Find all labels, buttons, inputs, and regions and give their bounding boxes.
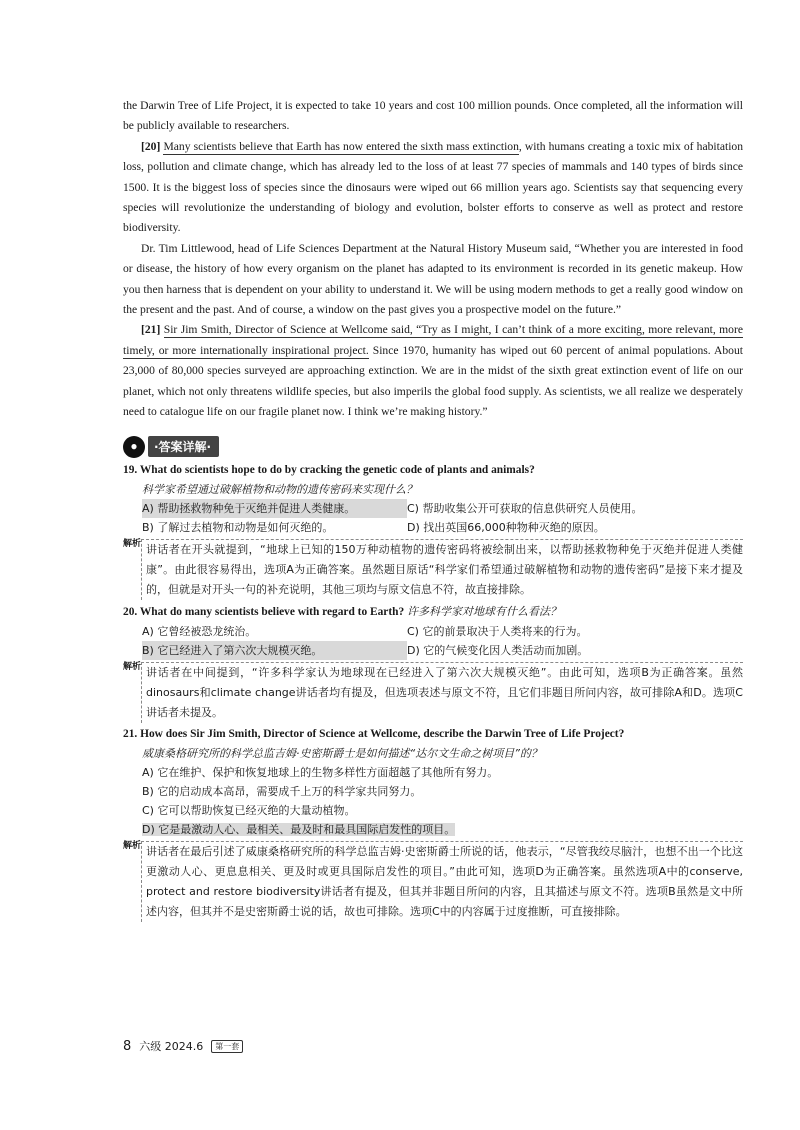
explanation-21 [123,841,743,922]
underlined-key-sentence-21: Sir Jim Smith, Director of Science at Wellcome said, “Try as I might, I can’t think of a more exciting, more relevant, more timely, or more internationally inspirational project. [123,323,743,357]
passage-paragraph-20 [123,137,743,239]
question-text-en: 21. How does Sir Jim Smith, Director of Science at Wellcome, describe the Darwin Tree of Life Project? [123,727,625,740]
document-body [123,96,743,924]
options [123,499,743,537]
question-text-en-content: 20. What do many scientists believe with regard to Earth? [123,605,405,618]
explanation-19 [123,539,743,600]
option-c: C) 它的前景取决于人类将来的行为。 [407,624,588,638]
option-d: D) 它的气候变化因人类活动而加剧。 [407,643,589,657]
explanation-text: 讲话者在最后引述了威康桑格研究所的科学总监吉姆·史密斯爵士所说的话，他表示，“尽管我绞尽脑汁，也想不出一个比这更激动人心、更息息相关、更及时或更具国际启发性的项目。”由此可知，选项D为正确答案。虽然选项A中的conserve, protect and restore biodiversity讲话者有提及，但其并非题目所问的内容，且其描述与原文不符。选项B虽然是文中所述内容，但其并不是史密斯爵士说的话，故也可排除。选项C中的内容属于过度推断，可直接排除。 [141,841,743,922]
question-text-en: 19. What do scientists hope to do by cracking the genetic code of plants and animals? [123,463,535,476]
options [123,763,743,839]
paragraph-20-rest: , with humans creating a toxic mix of habitation loss, pollution and climate change, which has already led to the loss of at least 77 species of mammals and 140 types of birds since 1500. It is the biggest loss of species since the dinosaurs were wiped out 66 million years ago. Scientists say that sequencing every species will revolutionize the understanding of biology and evolution, bolster efforts to conserve as well as protect and restore biodiversity. [123,139,744,235]
explanation-text: 讲话者在开头就提到，“地球上已知的150万种动植物的遗传密码将被绘制出来，以帮助拯救物种免于灭绝并促进人类健康”。由此很容易得出，选项A为正确答案。虽然题目原话“科学家们希望通过破解植物和动物的遗传密码”是接下来才提及的，但就是对开头一句的补充说明，其他三项均与原文信息不符，故直接排除。 [141,539,743,600]
issue-label: 六级 2024.6 [139,1040,204,1053]
set-badge: 第一套 [211,1040,243,1053]
option-a: A) 它在维护、保护和恢复地球上的生物多样性方面超越了其他所有努力。 [142,765,499,779]
explanation-label: 解析 [123,538,142,549]
passage-paragraph-1: the Darwin Tree of Life Project, it is expected to take 10 years and cost 100 million pounds. Once completed, all the information will be publicly available to researchers. [123,99,743,133]
page-number: 8 [123,1038,132,1054]
option-d: D) 找出英国66,000种物种灭绝的原因。 [407,520,605,534]
underlined-key-sentence-20: Many scientists believe that Earth has now entered the sixth mass extinction [163,139,519,153]
explanation-text: 讲话者在中间提到，“许多科学家认为地球现在已经进入了第六次大规模灭绝”。由此可知，选项B为正确答案。虽然dinosaurs和climate change讲话者均有提及，但选项表述与原文不符，且它们非题目所问内容，故可排除A和D。选项C讲话者未提及。 [141,662,743,723]
option-a-correct: A) 帮助拯救物种免于灭绝并促进人类健康。 [142,499,407,518]
page-footer [123,1038,243,1054]
question-ref-20: [20] [141,139,161,153]
option-c: C) 帮助收集公开可获取的信息供研究人员使用。 [407,501,643,515]
explanation-20 [123,662,743,723]
question-21 [123,725,743,922]
question-20 [123,602,743,723]
question-19 [123,461,743,600]
option-d-correct: D) 它是最激动人心、最相关、最及时和最具国际启发性的项目。 [142,822,456,836]
option-b: B) 它的启动成本高昂，需要成千上万的科学家共同努力。 [142,784,422,798]
question-text-zh: 威康桑格研究所的科学总监吉姆·史密斯爵士是如何描述“达尔文生命之树项目”的？ [142,746,542,760]
option-a: A) 它曾经被恐龙统治。 [142,624,257,638]
answer-explanation-header [123,435,743,459]
passage-paragraph-3: Dr. Tim Littlewood, head of Life Sciences Department at the Natural History Museum said, “Whether you are interested in food or disease, the history of how every organism on the planet has adapted to its environment is recorded in its genetic makeup. How you then harness that is dependent on your ability to understand it. We will be using modern methods to get a really good window on the present and the past. And of course, a window on the past gives you a prospective model on the future.” [123,241,743,317]
question-text-zh: 科学家希望通过破解植物和动物的遗传密码来实现什么？ [142,482,417,496]
option-c: C) 它可以帮助恢复已经灭绝的大量动植物。 [142,803,356,817]
question-text-en [123,602,743,622]
explanation-label: 解析 [123,840,142,851]
option-b: B) 了解过去植物和动物是如何灭绝的。 [142,520,334,534]
option-b-correct: B) 它已经进入了第六次大规模灭绝。 [142,641,407,660]
bulb-icon: ● [123,436,145,458]
question-text-zh: 许多科学家对地球有什么看法？ [407,604,562,618]
section-title: ·答案详解· [148,436,219,457]
paragraph-21-rest: Since 1970, humanity has wiped out 60 percent of animal populations. About 23,000 of 80,000 species surveyed are approaching extinction. We are in the midst of the sixth great extinction event of life on our planet, which not only threatens wildlife species, but also imperils the global food supply. As scientists, we all realize we desperately need to catalogue life on our fragile planet now. I think we’re making history.” [123,343,743,419]
explanation-label: 解析 [123,661,142,672]
question-ref-21: [21] [141,323,161,337]
options [123,622,743,660]
passage-paragraph-21 [123,320,743,422]
